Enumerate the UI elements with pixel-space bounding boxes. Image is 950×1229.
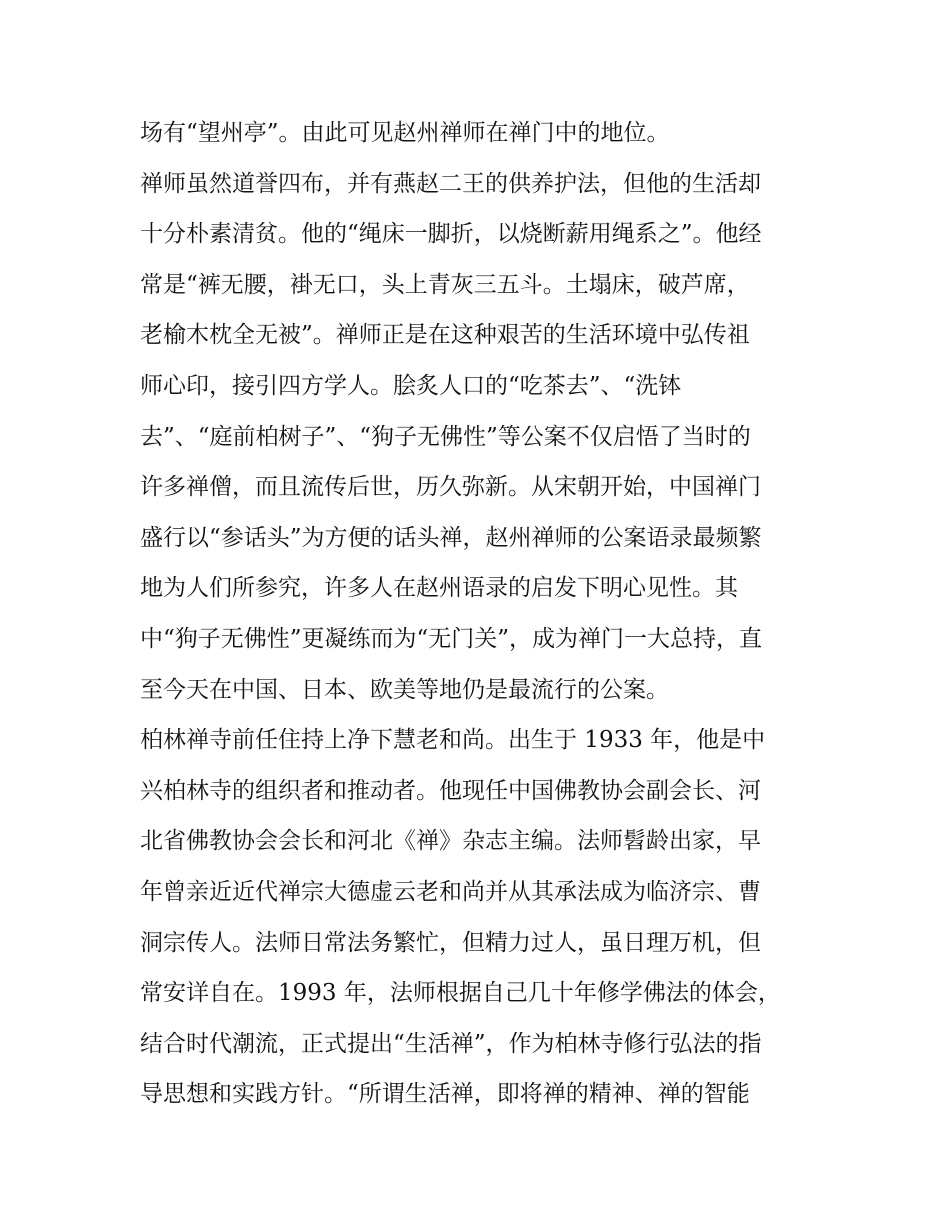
body-text <box>140 108 830 1120</box>
text-line: 结合时代潮流，正式提出“生活禅”，作为柏林寺修行弘法的指 <box>140 1030 762 1057</box>
text-line: 至今天在中国、日本、欧美等地仍是最流行的公案。 <box>140 676 669 703</box>
text-line: 去”、“庭前柏树子”、“狗子无佛性”等公案不仅启悟了当时的 <box>140 423 751 450</box>
text-line: 地为人们所参究，许多人在赵州语录的启发下明心见性。其 <box>140 575 738 602</box>
text-line: 导思想和实践方针。“所谓生活禅，即将禅的精神、禅的智能 <box>140 1081 750 1108</box>
text-line: 禅师虽然道誉四布，并有燕赵二王的供养护法，但他的生活却 <box>140 170 761 197</box>
text-line: 场有“望州亭”。由此可见赵州禅师在禅门中的地位。 <box>140 120 670 146</box>
text-line: 兴柏林寺的组织者和推动者。他现任中国佛教协会副会长、河 <box>140 777 761 804</box>
text-line: 许多禅僧，而且流传后世，历久弥新。从宋朝开始，中国禅门 <box>140 474 761 501</box>
text-line: 十分朴素清贫。他的“绳床一脚折，以烧断薪用绳系之”。他经 <box>140 221 762 248</box>
text-line: 盛行以“参话头”为方便的话头禅，赵州禅师的公案语录最频繁 <box>140 524 762 551</box>
text-line: 常安详自在。1993 年，法师根据自己几十年修学佛法的体会， <box>140 980 781 1007</box>
text-line: 北省佛教协会会长和河北《禅》杂志主编。法师髫龄出家，早 <box>140 828 761 855</box>
text-line: 年曾亲近近代禅宗大德虚云老和尚并从其承法成为临济宗、曹 <box>140 878 761 905</box>
text-line: 老榆木枕全无被”。禅师正是在这种艰苦的生活环境中弘传祖 <box>140 322 750 349</box>
text-line: 师心印，接引四方学人。脍炙人口的“吃茶去”、“洗钵 <box>140 372 682 399</box>
text-line: 常是“裤无腰，褂无口，头上青灰三五斗。土塌床，破芦席， <box>140 271 750 298</box>
text-line: 中“狗子无佛性”更凝练而为“无门关”，成为禅门一大总持，直 <box>140 625 763 652</box>
text-line: 洞宗传人。法师日常法务繁忙，但精力过人，虽日理万机，但 <box>140 929 761 956</box>
text-line: 柏林禅寺前任住持上净下慧老和尚。出生于 1933 年，他是中 <box>140 727 766 754</box>
